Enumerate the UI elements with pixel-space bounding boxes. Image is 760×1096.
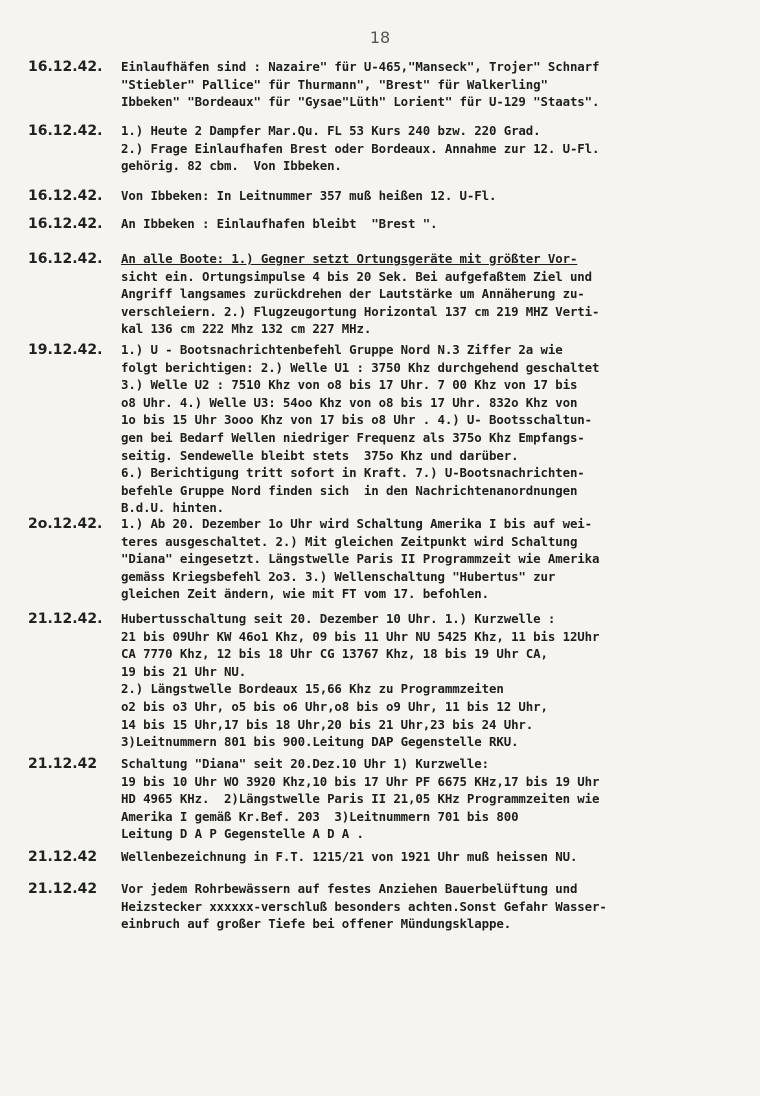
entry-line: 1.) Heute 2 Dampfer Mar.Qu. FL 53 Kurs 240 bzw. 220 Grad. [121, 123, 541, 138]
entry-line: 14 bis 15 Uhr,17 bis 18 Uhr,20 bis 21 Uhr,23 bis 24 Uhr. [121, 716, 534, 732]
entry-line: Einlaufhäfen sind : Nazaire" für U-465,"Manseck", Trojer" Schnarf [121, 59, 600, 74]
entry-text [121, 515, 741, 603]
entry-line: 19 bis 21 Uhr NU. [121, 663, 247, 679]
entry-date: 16.12.42. [28, 123, 103, 139]
entry-line: An Ibbeken : Einlaufhafen bleibt "Brest ". [121, 216, 438, 231]
entry-date: 19.12.42. [28, 342, 103, 358]
entry-line: kal 136 cm 222 Mhz 132 cm 227 MHz. [121, 321, 372, 337]
entry-line: 6.) Berichtigung tritt sofort in Kraft. 7.) U-Bootsnachrichten- [121, 465, 585, 481]
entry-line: 19 bis 10 Uhr WO 3920 Khz,10 bis 17 Uhr PF 6675 KHz,17 bis 19 Uhr [121, 773, 600, 789]
entry-line: CA 7770 Khz, 12 bis 18 Uhr CG 13767 Khz, 18 bis 19 Uhr CA, [121, 646, 548, 662]
entry-line: Heizstecker xxxxxx-verschluß besonders achten.Sonst Gefahr Wasser- [121, 898, 607, 914]
entry-date: 21.12.42 [28, 756, 98, 772]
entry-line: gehörig. 82 cbm. Von Ibbeken. [121, 158, 342, 174]
entry-text [121, 755, 741, 843]
entry-date: 21.12.42 [28, 881, 98, 897]
entry-text [121, 187, 741, 205]
entry-line: Schaltung "Diana" seit 20.Dez.10 Uhr 1) Kurzwelle: [121, 756, 489, 771]
entry-line: Wellenbezeichnung in F.T. 1215/21 von 1921 Uhr muß heissen NU. [121, 849, 578, 864]
entry-line: 21 bis 09Uhr KW 46o1 Khz, 09 bis 11 Uhr NU 5425 Khz, 11 bis 12Uhr [121, 628, 600, 644]
entry-line: verschleiern. 2.) Flugzeugortung Horizontal 137 cm 219 MHZ Verti- [121, 303, 600, 319]
entry-text [121, 250, 741, 338]
entry-text [121, 848, 741, 866]
entry-text [121, 215, 741, 233]
entry-date: 21.12.42 [28, 849, 98, 865]
entry-text [121, 122, 741, 175]
entry-line: 3)Leitnummern 801 bis 900.Leitung DAP Gegenstelle RKU. [121, 734, 519, 750]
entry-line: Vor jedem Rohrbewässern auf festes Anziehen Bauerbelüftung und [121, 881, 578, 896]
entry-date: 21.12.42. [28, 611, 103, 627]
entry-line: HD 4965 KHz. 2)Längstwelle Paris II 21,05 KHz Programmzeiten wie [121, 791, 600, 807]
entry-text [121, 880, 741, 933]
entry-text [121, 341, 741, 517]
entry-line: 1.) Ab 20. Dezember 1o Uhr wird Schaltung Amerika I bis auf wei- [121, 516, 593, 531]
entry-line: Angriff langsames zurückdrehen der Lautstärke um Annäherung zu- [121, 286, 585, 302]
entry-line: 2.) Längstwelle Bordeaux 15,66 Khz zu Programmzeiten [121, 681, 504, 697]
entry-date: 16.12.42. [28, 188, 103, 204]
entry-line: o8 Uhr. 4.) Welle U3: 54oo Khz von o8 bis 17 Uhr. 832o Khz von [121, 394, 578, 410]
entry-line: teres ausgeschaltet. 2.) Mit gleichen Zeitpunkt wird Schaltung [121, 533, 578, 549]
page-number: 18 [369, 28, 391, 47]
entry-line: einbruch auf großer Tiefe bei offener Mündungsklappe. [121, 916, 512, 932]
entry-line: gen bei Bedarf Wellen niedriger Frequenz als 375o Khz Empfangs- [121, 429, 585, 445]
entry-line: sicht ein. Ortungsimpulse 4 bis 20 Sek. Bei aufgefaßtem Ziel und [121, 268, 593, 284]
entry-line: Ibbeken" "Bordeaux" für "Gysae"Lüth" Lorient" für U-129 "Staats". [121, 94, 600, 110]
entry-line: "Stiebler" Pallice" für Thurmann", "Brest" für Walkerling" [121, 76, 548, 92]
entry-line: Amerika I gemäß Kr.Bef. 203 3)Leitnummern 701 bis 800 [121, 808, 519, 824]
entry-line: gemäss Kriegsbefehl 2o3. 3.) Wellenschaltung "Hubertus" zur [121, 568, 556, 584]
entry-date: 2o.12.42. [28, 516, 103, 532]
entry-date: 16.12.42. [28, 251, 103, 267]
entry-line: Von Ibbeken: In Leitnummer 357 muß heißen 12. U-Fl. [121, 188, 497, 203]
entry-line: B.d.U. hinten. [121, 500, 225, 516]
entry-line: Hubertusschaltung seit 20. Dezember 10 Uhr. 1.) Kurzwelle : [121, 611, 556, 626]
entry-line: folgt berichtigen: 2.) Welle U1 : 3750 Khz durchgehend geschaltet [121, 359, 600, 375]
entry-line: 3.) Welle U2 : 7510 Khz von o8 bis 17 Uhr. 7 00 Khz von 17 bis [121, 377, 578, 393]
entry-text [121, 610, 741, 751]
entry-line: befehle Gruppe Nord finden sich in den Nachrichtenanordnungen [121, 482, 578, 498]
entry-line: o2 bis o3 Uhr, o5 bis o6 Uhr,o8 bis o9 Uhr, 11 bis 12 Uhr, [121, 698, 548, 714]
entry-line: gleichen Zeit ändern, wie mit FT vom 17. befohlen. [121, 586, 489, 602]
entry-date: 16.12.42. [28, 216, 103, 232]
entry-line: 1.) U - Bootsnachrichtenbefehl Gruppe Nord N.3 Ziffer 2a wie [121, 342, 563, 357]
entry-line: Leitung D A P Gegenstelle A D A . [121, 826, 364, 842]
entry-line: An alle Boote: 1.) Gegner setzt Ortungsgeräte mit größter Vor- [121, 251, 578, 266]
entry-line: 1o bis 15 Uhr 3ooo Khz von 17 bis o8 Uhr . 4.) U- Bootsschaltun- [121, 412, 593, 428]
entry-line: "Diana" eingesetzt. Längstwelle Paris II Programmzeit wie Amerika [121, 551, 600, 567]
entry-text [121, 58, 741, 111]
entry-date: 16.12.42. [28, 59, 103, 75]
entry-line: 2.) Frage Einlaufhafen Brest oder Bordeaux. Annahme zur 12. U-Fl. [121, 140, 600, 156]
entry-line: seitig. Sendewelle bleibt stets 375o Khz und darüber. [121, 447, 519, 463]
